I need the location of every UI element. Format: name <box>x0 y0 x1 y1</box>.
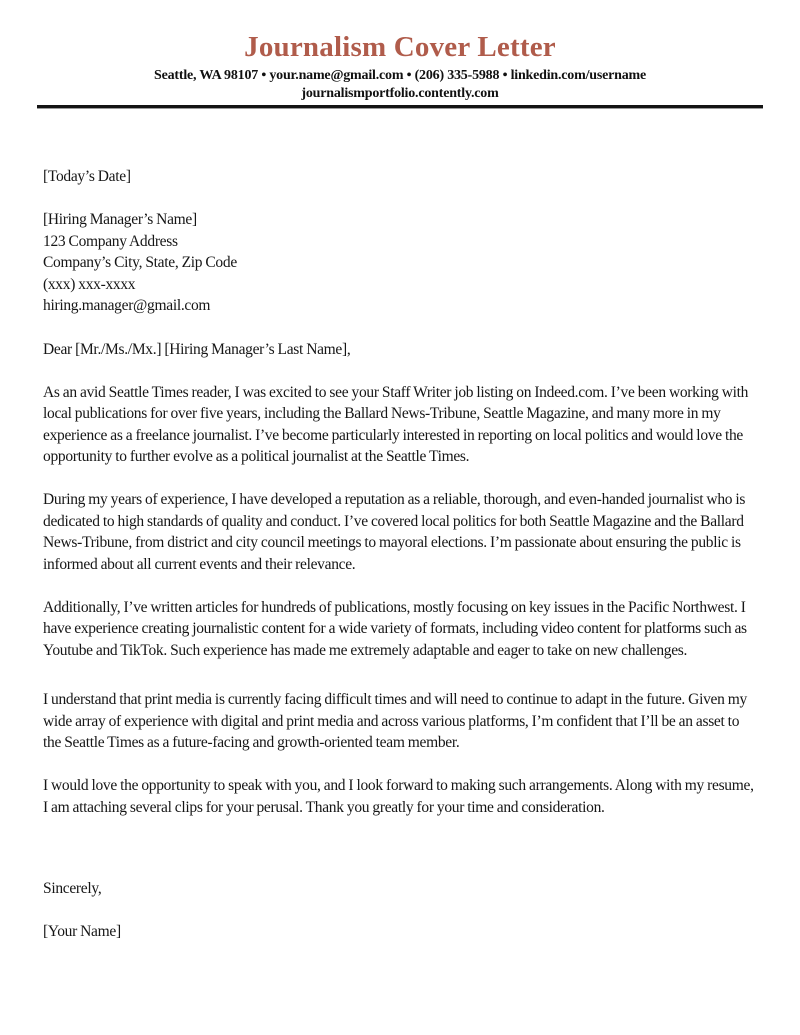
recipient-email: hiring.manager@gmail.com <box>43 297 211 314</box>
date-placeholder: [Today’s Date] <box>43 168 131 185</box>
body-paragraph-1: As an avid Seattle Times reader, I was excited to see your Staff Writer job listing on Indeed.com. I’ve been working with local publications for over five years, including the Ballard News-Tribune, Seattle Magazine, and many more in my experience as a freelance journalist. I’ve become particularly interested in reporting on local politics and would love the opportunity to further evolve as a political journalist at the Seattle Times. <box>43 383 749 465</box>
letter-title: Journalism Cover Letter <box>244 31 556 63</box>
body-paragraph-2: During my years of experience, I have developed a reputation as a reliable, thorough, and even-handed journalist who is dedicated to high standards of quality and conduct. I’ve covered local politics for both Seattle Magazine and the Ballard News-Tribune, from district and city council meetings to mayoral elections. I’m passionate about ensuring the public is informed about all current events and their relevance. <box>43 491 746 573</box>
portfolio-url: journalismportfolio.contently.com <box>301 85 499 101</box>
header-divider <box>37 105 763 109</box>
recipient-city-state-zip: Company’s City, State, Zip Code <box>43 254 237 271</box>
recipient-street: 123 Company Address <box>43 232 178 250</box>
body-paragraph-4: I understand that print media is currently facing difficult times and will need to continue to adapt in the future. Given my wide array of experience with digital and print media and across various platforms, I’m confident that I’ll be an asset to the Seattle Times as a future-facing and growth-oriented team member. <box>43 691 747 751</box>
recipient-block <box>43 209 758 317</box>
recipient-name: [Hiring Manager’s Name] <box>43 211 197 228</box>
recipient-phone: (xxx) xxx-xxxx <box>43 275 136 293</box>
letter-header <box>0 0 800 109</box>
contact-line: Seattle, WA 98107 • your.name@gmail.com • (206) 335-5988 • linkedin.com/username <box>154 68 646 83</box>
salutation: Dear [Mr./Ms./Mx.] [Hiring Manager’s Last Name], <box>43 340 351 358</box>
letter-body <box>0 166 800 943</box>
signature-placeholder: [Your Name] <box>43 923 121 940</box>
closing-salutation: Sincerely, <box>43 880 102 897</box>
body-paragraph-3: Additionally, I’ve written articles for hundreds of publications, mostly focusing on key issues in the Pacific Northwest. I have experience creating journalistic content for a wide variety of formats, including video content for platforms such as Youtube and TikTok. Such experience has made me extremely adaptable and eager to take on new challenges. <box>43 598 747 659</box>
body-paragraph-5: I would love the opportunity to speak with you, and I look forward to making such arrangements. Along with my resume, I am attaching several clips for your perusal. Thank you greatly for your time and consideration. <box>43 777 754 816</box>
